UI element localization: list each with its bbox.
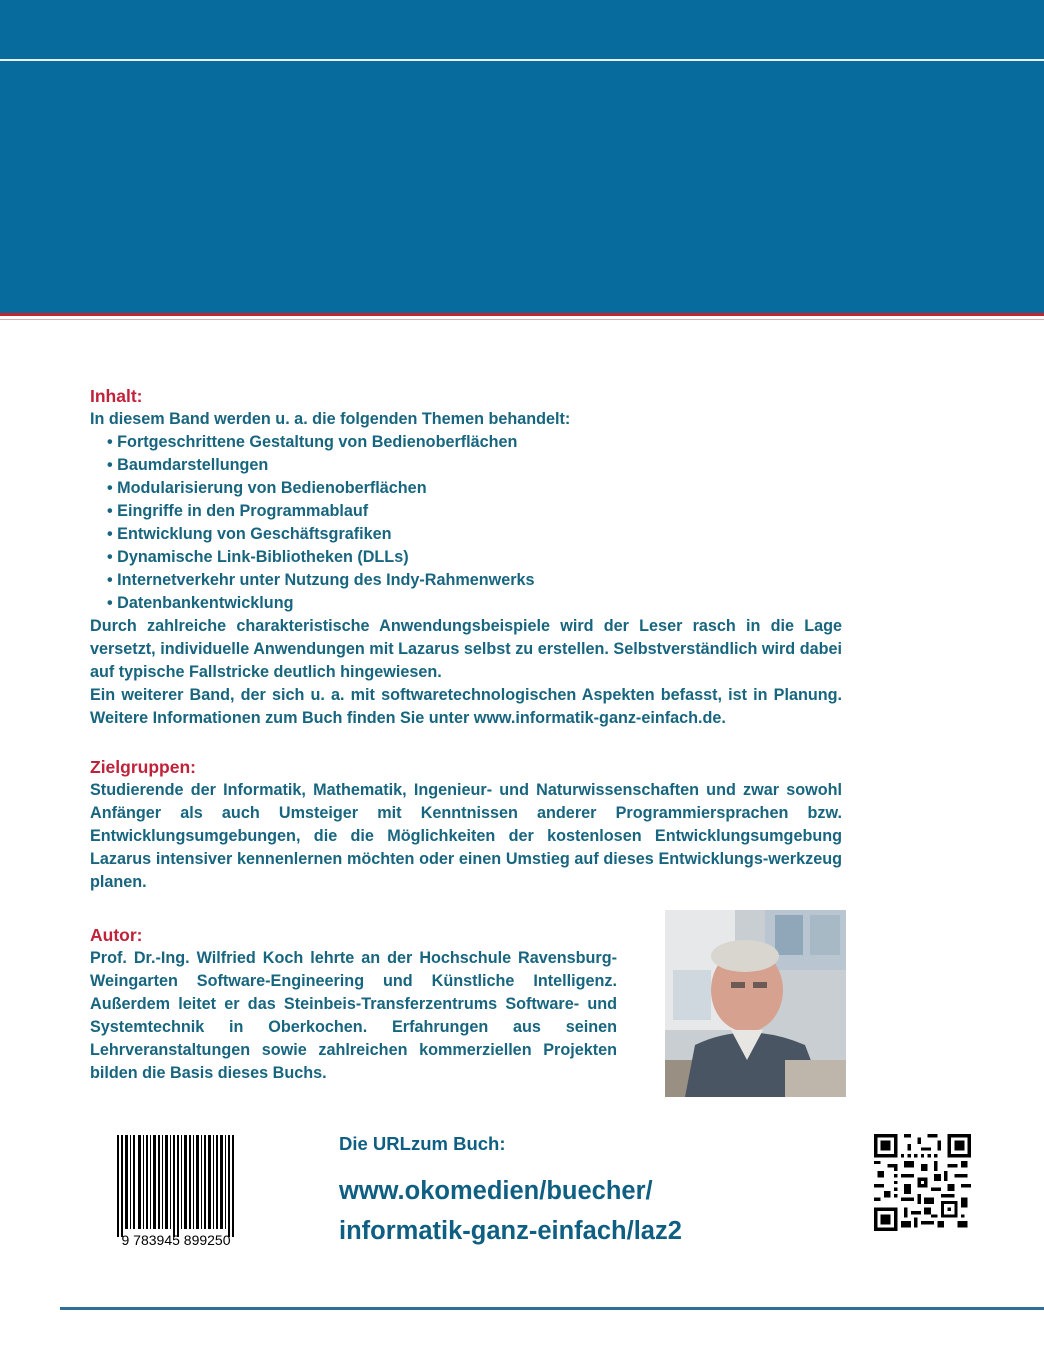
author-portrait-image	[665, 910, 846, 1097]
top-divider-line	[0, 59, 1044, 61]
qr-code	[874, 1134, 971, 1231]
list-item: • Datenbankentwicklung	[107, 594, 294, 612]
list-item: • Entwicklung von Geschäftsgrafiken	[107, 525, 392, 543]
red-divider-line	[0, 313, 1044, 316]
zielgruppen-text: Studierende der Informatik, Mathematik, Ingenieur- und Naturwissenschaften und zwar sowohl Anfänger als auch Umsteiger mit Kenntnissen anderer Programmiersprachen bzw. Entwicklungsumgebungen, die die Möglichkeiten der kostenlosen Entwicklungsumgebung Lazarus intensiver kennenlernen möchten oder einen Umstieg auf dieses Entwicklungs-werkzeug planen.	[90, 781, 842, 891]
inhalt-heading: Inhalt:	[90, 386, 143, 406]
barcode	[103, 1135, 249, 1247]
inhalt-paragraph-2: Ein weiterer Band, der sich u. a. mit softwaretechnologischen Aspekten befasst, ist in Planung. Weitere Informationen zum Buch finden Sie unter www.informatik-ganz-einfach.de.	[90, 686, 842, 727]
zielgruppen-heading: Zielgruppen:	[90, 757, 196, 777]
inhalt-paragraph-1: Durch zahlreiche charakteristische Anwendungsbeispiele wird der Leser rasch in die Lage versetzt, individuelle Anwendungen mit Lazarus selbst zu erstellen. Selbstverständlich wird dabei auf typische Fallstricke deutlich hingewiesen.	[90, 617, 842, 681]
list-item: • Modularisierung von Bedienoberflächen	[107, 479, 427, 497]
topic-list	[90, 431, 842, 615]
list-item: • Eingriffe in den Programmablauf	[107, 502, 369, 520]
barcode-number: 9 783945 899250	[121, 1232, 231, 1247]
red-divider-line-thin	[0, 319, 1044, 320]
top-color-band	[0, 0, 1044, 313]
inhalt-intro: In diesem Band werden u. a. die folgenden Themen behandelt:	[90, 410, 571, 428]
url-caption: Die URLzum Buch:	[339, 1133, 506, 1154]
autor-heading: Autor:	[90, 925, 143, 945]
bottom-divider-line	[60, 1307, 1044, 1310]
author-section	[90, 924, 617, 1085]
author-photo	[665, 910, 846, 1097]
list-item: • Internetverkehr unter Nutzung des Indy-Rahmenwerks	[107, 571, 535, 589]
url-line-1[interactable]: www.okomedien/buecher/	[339, 1177, 653, 1205]
main-content	[90, 385, 842, 894]
list-item: • Dynamische Link-Bibliotheken (DLLs)	[107, 548, 409, 566]
list-item: • Fortgeschrittene Gestaltung von Bedienoberflächen	[107, 433, 518, 451]
url-line-2[interactable]: informatik-ganz-einfach/laz2	[339, 1217, 682, 1245]
autor-text: Prof. Dr.-Ing. Wilfried Koch lehrte an der Hochschule Ravensburg-Weingarten Software-Engineering und Künstliche Intelligenz. Außerdem leitet er das Steinbeis-Transferzentrums Software- und Systemtechnik in Oberkochen. Erfahrungen aus seinen Lehrveranstaltungen sowie zahlreichen kommerziellen Projekten bilden die Basis dieses Buchs.	[90, 949, 617, 1082]
list-item: • Baumdarstellungen	[107, 456, 269, 474]
